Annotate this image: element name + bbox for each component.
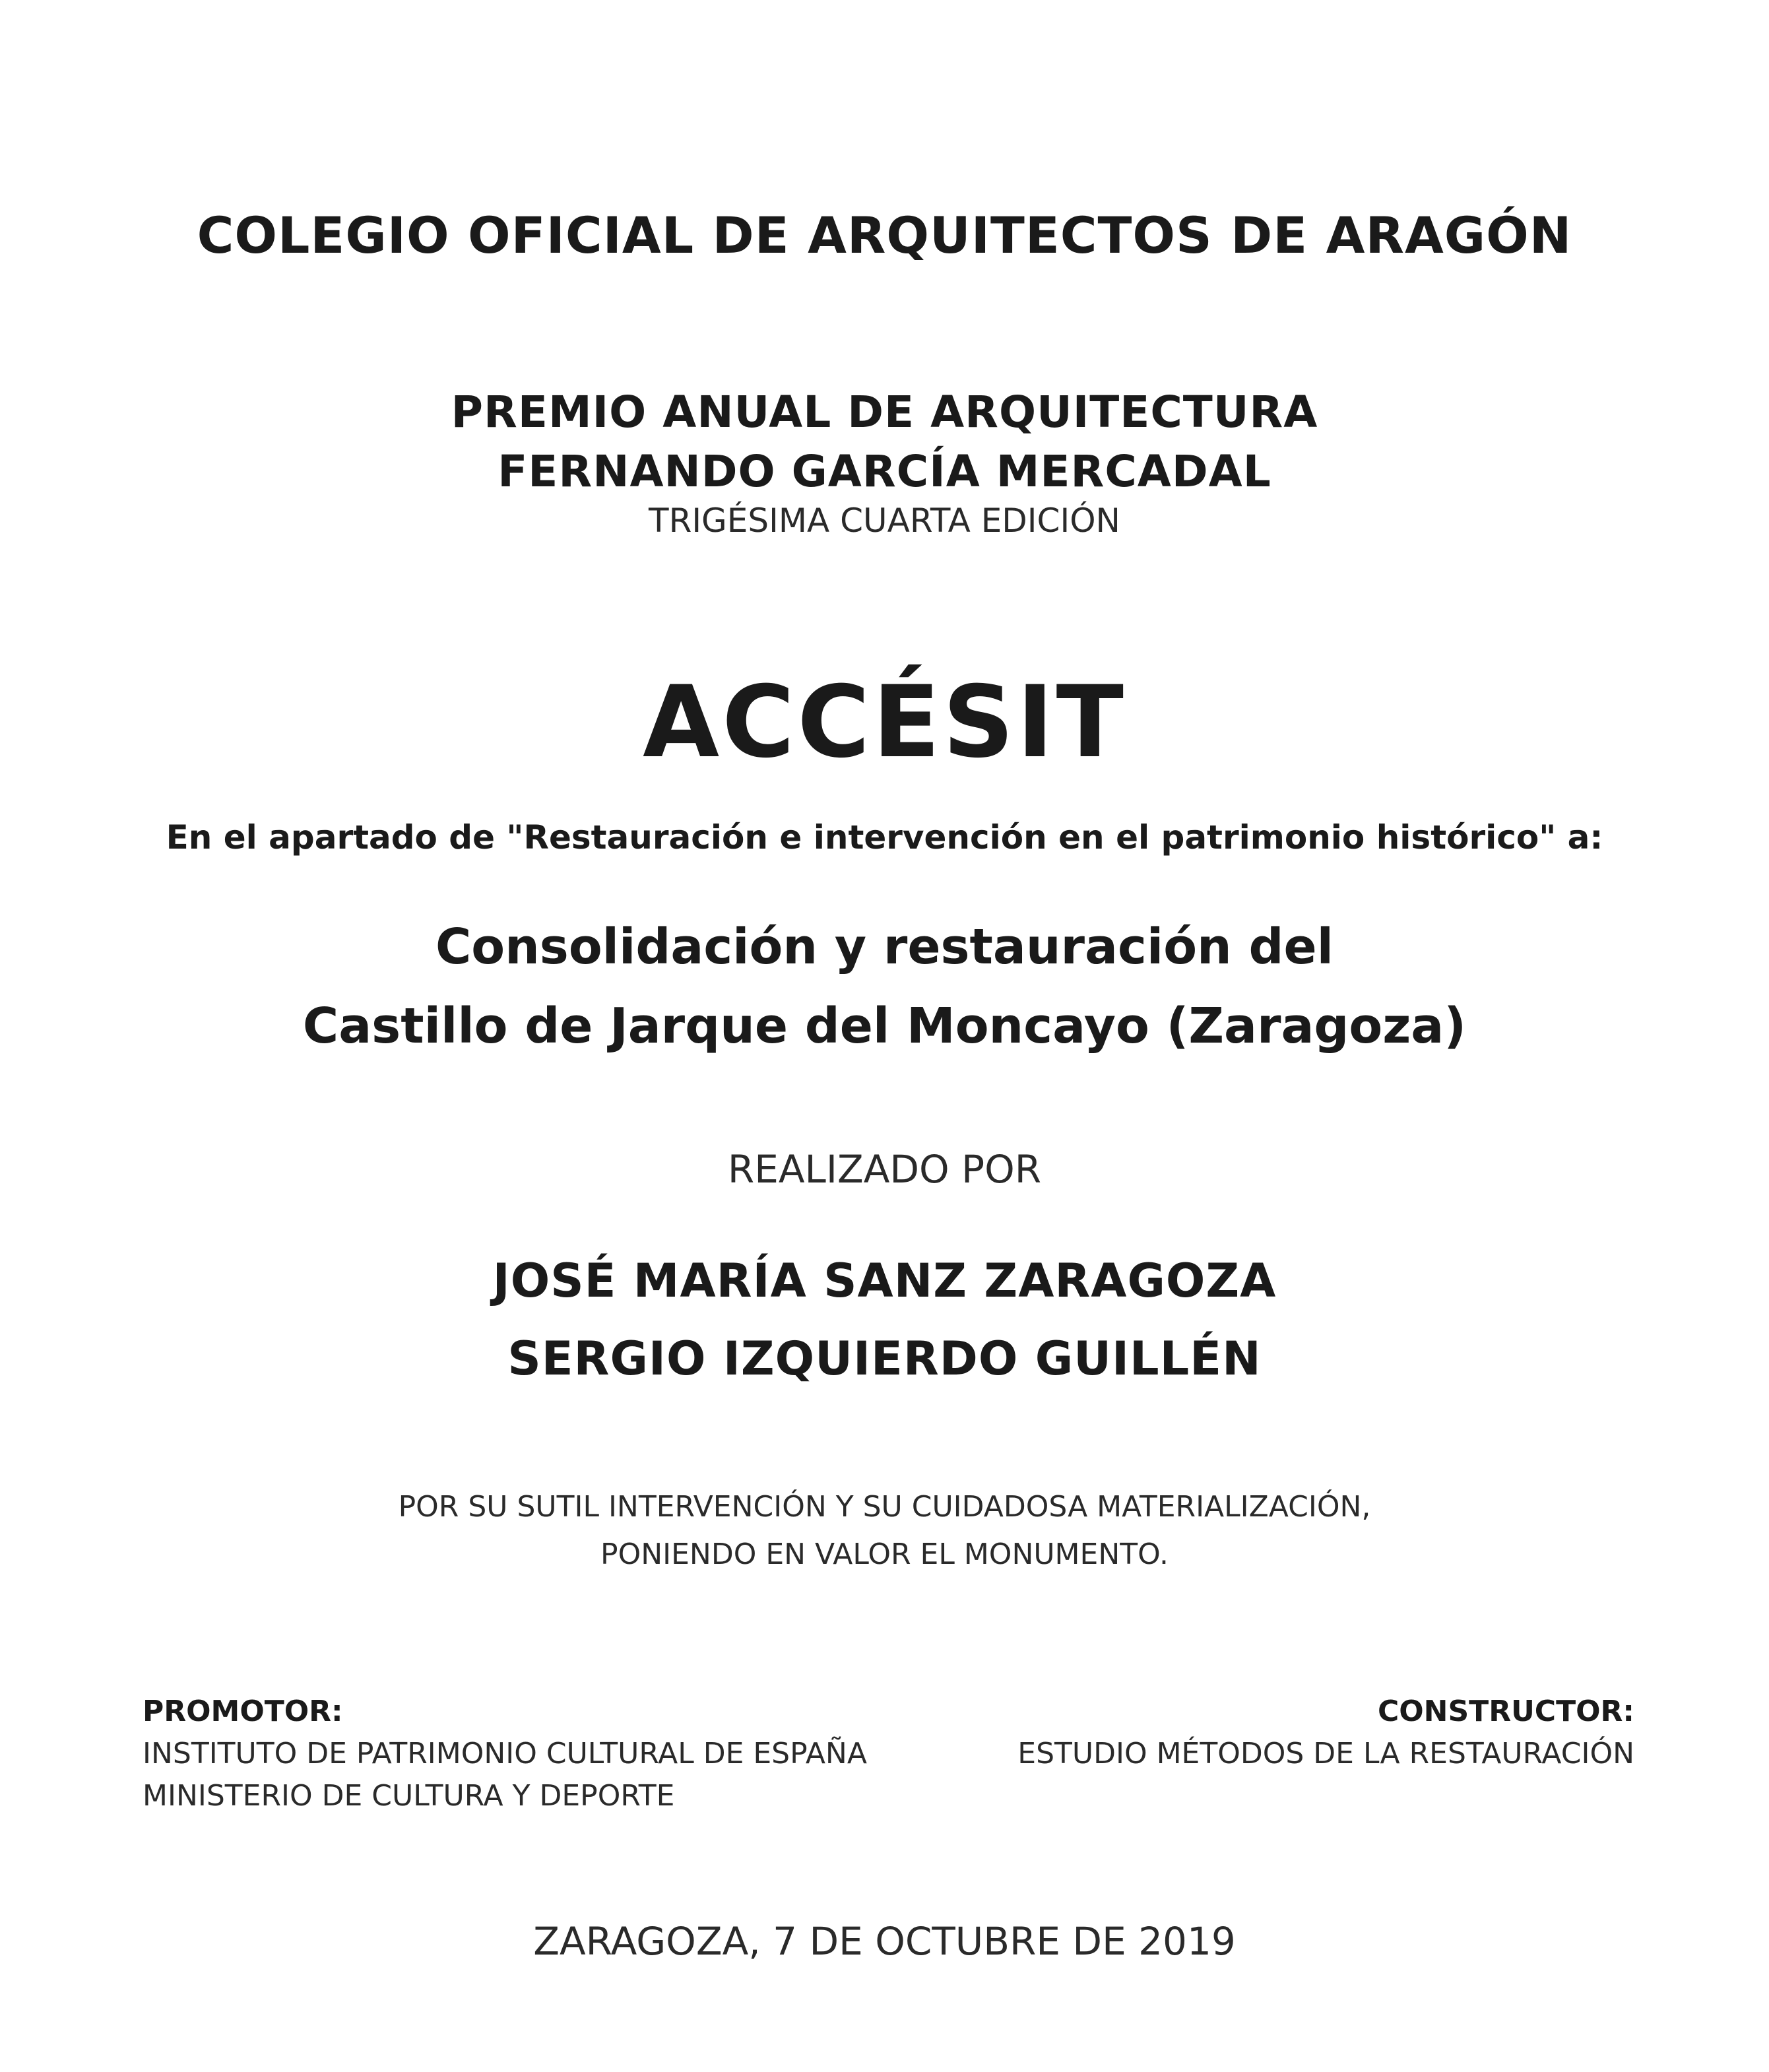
byline-label: REALIZADO POR xyxy=(727,1147,1042,1192)
work-title-line1: Consolidación y restauración del xyxy=(435,919,1334,975)
prize-name-line2: FERNANDO GARCÍA MERCADAL xyxy=(498,446,1271,497)
promoter-block xyxy=(143,1691,867,1817)
award-reason-line1: POR SU SUTIL INTERVENCIÓN Y SU CUIDADOSA MATERIALIZACIÓN, xyxy=(398,1490,1371,1524)
prize-edition: TRIGÉSIMA CUARTA EDICIÓN xyxy=(649,502,1120,540)
institution-title: COLEGIO OFICIAL DE ARQUITECTOS DE ARAGÓN xyxy=(197,206,1572,265)
constructor-label: CONSTRUCTOR: xyxy=(1377,1695,1634,1728)
promoter-line: INSTITUTO DE PATRIMONIO CULTURAL DE ESPAÑA xyxy=(143,1737,867,1770)
constructor-block xyxy=(1017,1691,1634,1775)
promoter-label: PROMOTOR: xyxy=(143,1695,343,1728)
work-title-line2: Castillo de Jarque del Moncayo (Zaragoza) xyxy=(302,998,1467,1054)
award-reason-line2: PONIENDO EN VALOR EL MONUMENTO. xyxy=(600,1538,1169,1571)
dateline: ZARAGOZA, 7 DE OCTUBRE DE 2019 xyxy=(533,1919,1236,1964)
author-name: SERGIO IZQUIERDO GUILLÉN xyxy=(507,1332,1262,1386)
award-title: ACCÉSIT xyxy=(643,665,1126,780)
prize-name-line1: PREMIO ANUAL DE ARQUITECTURA xyxy=(451,387,1318,437)
constructor-line: ESTUDIO MÉTODOS DE LA RESTAURACIÓN xyxy=(1017,1737,1634,1770)
award-category: En el apartado de "Restauración e intervención en el patrimonio histórico" a: xyxy=(166,818,1603,857)
author-name: JOSÉ MARÍA SANZ ZARAGOZA xyxy=(492,1254,1277,1308)
promoter-line: MINISTERIO DE CULTURA Y DEPORTE xyxy=(143,1779,675,1813)
